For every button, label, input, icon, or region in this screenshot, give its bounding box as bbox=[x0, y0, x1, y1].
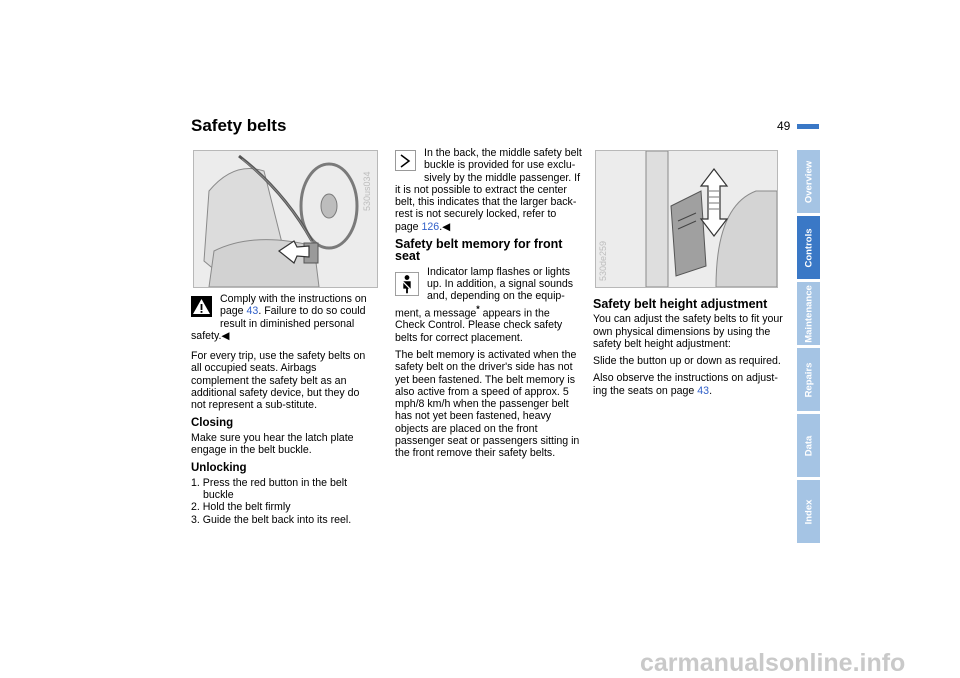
list-item: 1. Press the red button in the belt bbox=[191, 476, 348, 489]
observe-text-a: Also observe the instructions on adjust-ing the seats on page bbox=[593, 372, 778, 397]
warning-note bbox=[191, 293, 377, 342]
page-title: Safety belts bbox=[191, 116, 287, 135]
tab-label: Controls bbox=[803, 227, 814, 268]
warning-text-a: Comply with the instructions on page bbox=[220, 293, 367, 318]
heading-unlocking: Unlocking bbox=[191, 461, 247, 474]
page-link-126[interactable]: 126 bbox=[421, 220, 440, 233]
column-1 bbox=[191, 293, 377, 530]
heading-height-adjustment: Safety belt height adjustment bbox=[593, 297, 768, 311]
note-text-a: In the back, the middle safety belt buckle is provided for use exclu-sively by the middle passenger. If it is not possible to extract the center belt, this indicates that the larger back-rest is not securely locked, refer to page bbox=[395, 147, 582, 233]
unlocking-steps bbox=[191, 477, 377, 526]
image-code: 530de259 bbox=[598, 240, 608, 281]
observe-text bbox=[593, 372, 783, 397]
tab-label: Overview bbox=[803, 160, 814, 203]
closing-text: Make sure you hear the latch plate engage in the belt buckle. bbox=[191, 431, 354, 457]
page-number-bar bbox=[797, 124, 819, 129]
column-2 bbox=[395, 147, 582, 465]
seat-belt-buckle-illustration bbox=[194, 151, 377, 287]
page-link-43[interactable]: 43 bbox=[697, 384, 710, 397]
paragraph-every-trip: For every trip, use the safety belts on all occupied seats. Airbags complement the safety belt as an additional safety device, but they do not represent a sub-stitute. bbox=[191, 350, 366, 412]
list-item: buckle bbox=[203, 489, 234, 502]
belt-height-adjustment-illustration bbox=[596, 151, 777, 287]
belt-memory-paragraph-2: The belt memory is activated when the safety belt on the driver's side has not yet been fastened. The belt memory is also active from a speed of approx. 5 mph/8 km/h when the passenger belt has not yet been fastened, heavy objects are placed on the front passenger seat or passengers sitting in the front remove their safety belts. bbox=[395, 348, 580, 460]
height-adjustment-text: You can adjust the safety belts to fit your own physical dimensions by using the safety belt height adjustment: bbox=[593, 313, 783, 350]
tab-index[interactable] bbox=[797, 480, 820, 543]
watermark: carmanualsonline.info bbox=[640, 649, 906, 677]
memory-text-a: Indicator lamp flashes or lights up. In addition, a signal sounds and, depending on the equip-ment, a message bbox=[395, 265, 574, 320]
observe-text-b: . bbox=[709, 384, 713, 397]
note-text-b: .◀ bbox=[439, 220, 451, 233]
heading-closing: Closing bbox=[191, 416, 234, 429]
list-item: 2. Hold the belt firmly bbox=[191, 501, 291, 514]
tab-controls[interactable] bbox=[797, 216, 820, 279]
tab-repairs[interactable] bbox=[797, 348, 820, 411]
warning-icon bbox=[191, 296, 212, 317]
note-arrow-icon bbox=[395, 150, 416, 171]
tab-overview[interactable] bbox=[797, 150, 820, 213]
belt-memory-text bbox=[395, 266, 582, 344]
warning-text-b: . Failure to do so could result in diminished personal safety.◀ bbox=[191, 305, 366, 342]
tab-label: Index bbox=[803, 499, 814, 524]
middle-belt-note bbox=[395, 147, 582, 233]
column-3 bbox=[593, 294, 783, 402]
seat-belt-buckle-image bbox=[193, 150, 378, 288]
seatbelt-warning-icon bbox=[395, 272, 419, 296]
tab-label: Maintenance bbox=[803, 284, 814, 343]
image-code: 530us034 bbox=[362, 171, 372, 211]
list-item: 3. Guide the belt back into its reel. bbox=[191, 513, 352, 526]
memory-text-b: appears in the Check Control. Please check safety belts for correct placement. bbox=[395, 307, 563, 344]
tab-label: Data bbox=[803, 435, 814, 456]
belt-height-adjustment-image bbox=[595, 150, 778, 288]
tab-label: Repairs bbox=[803, 362, 814, 397]
tab-data[interactable] bbox=[797, 414, 820, 477]
equipment-star: * bbox=[476, 303, 480, 314]
slide-text: Slide the button up or down as required. bbox=[593, 355, 781, 368]
tab-maintenance[interactable] bbox=[797, 282, 820, 345]
page-link-43[interactable]: 43 bbox=[246, 305, 259, 318]
page-number: 49 bbox=[777, 119, 791, 133]
heading-belt-memory: Safety belt memory for front seat bbox=[395, 237, 563, 264]
